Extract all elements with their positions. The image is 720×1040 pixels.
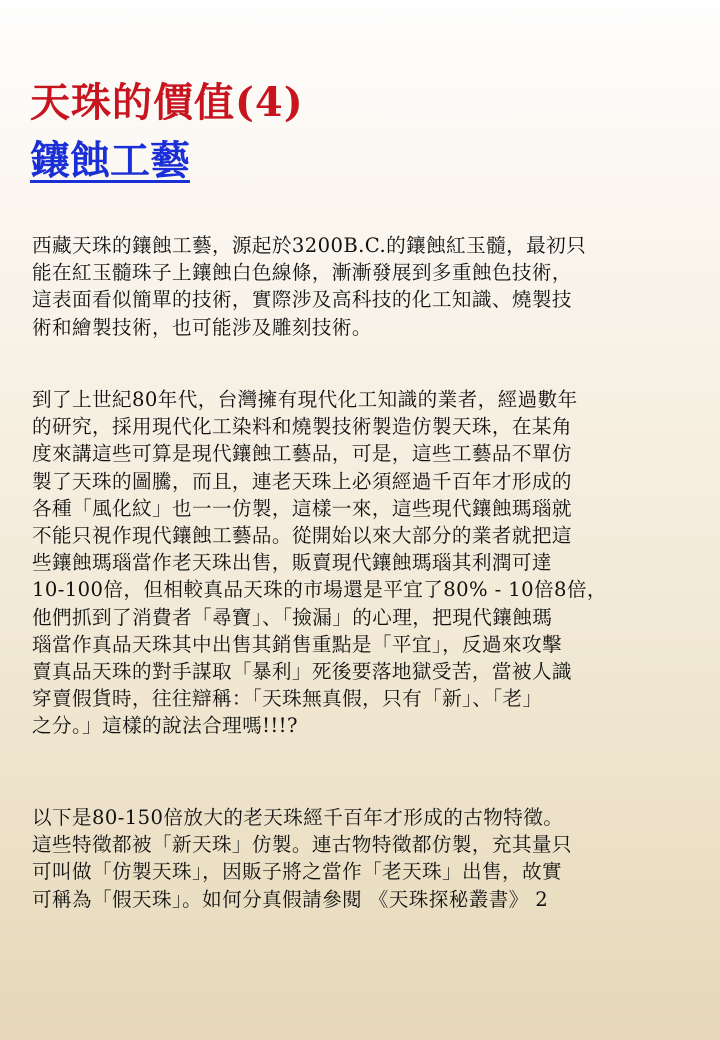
- page-title: 天珠的價值(4): [30, 79, 304, 126]
- paragraph-modern-imitation: 到了上世紀80年代，台灣擁有現代化工知識的業者，經過數年 的研究，採用現代化工染料和燒製技術製造仿製天珠，在某角 度來講這些可算是現代鑲蝕工藝品，可是，這些工藝品不單仿 製了天珠的圖騰，而且，連老天珠上必須經過千百年才形成的 各種「風化紋」也一一仿製，這樣一來，這些現代鑲蝕瑪瑙就 不能只視作現代鑲蝕工藝品。從開始以來大部分的業者就把這 些鑲蝕瑪瑙當作老天珠出售，販賣現代鑲蝕瑪瑙其利潤可達 10-100倍，但相較真品天珠的市場還是平宜了80% - 10倍8倍， 他們抓到了消費者「尋寶」、「撿漏」的心理，把現代鑲蝕瑪 瑙當作真品天珠其中出售其銷售重點是「平宜」，反過來攻擊 賣真品天珠的對手謀取「暴利」死後要落地獄受苦，當被人識 穿賣假貨時，往往辯稱：「天珠無真假，只有「新」、「老」 之分。」這樣的說法合理嗎!!!?: [32, 388, 607, 738]
- page-subtitle: 鑲蝕工藝: [30, 137, 190, 184]
- paragraph-etching-origin: 西藏天珠的鑲蝕工藝，源起於3200B.C.的鑲蝕紅玉髓，最初只 能在紅玉髓珠子上鑲蝕白色線條，漸漸發展到多重蝕色技術， 這表面看似簡單的技術，實際涉及高科技的化工知識、燒製技 術和繪製技術，也可能涉及雕刻技術。: [32, 234, 587, 339]
- paragraph-ancient-features: 以下是80-150倍放大的老天珠經千百年才形成的古物特徵。 這些特徵都被「新天珠」仿製。連古物特徵都仿製，充其量只 可叫做「仿製天珠」，因販子將之當作「老天珠」出售，故實 可稱為「假天珠」。如何分真假請參閱 《天珠探秘叢書》 2: [32, 806, 572, 911]
